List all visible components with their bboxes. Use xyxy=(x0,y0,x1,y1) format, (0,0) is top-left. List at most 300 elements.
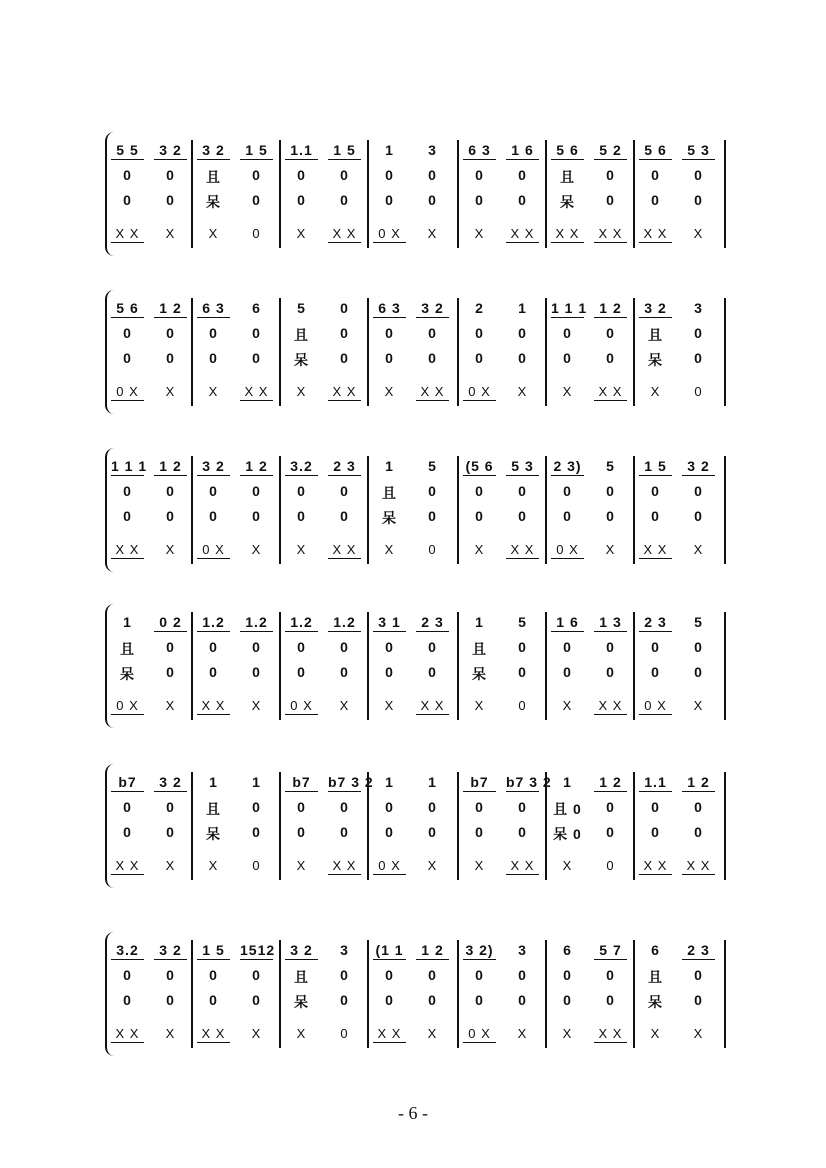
percussion-row xyxy=(105,698,725,720)
note-cell: 0 xyxy=(694,508,703,524)
part-b-row xyxy=(105,824,725,846)
note-cell: 且 xyxy=(206,169,221,185)
note-cell: 0 xyxy=(428,967,437,983)
note-cell: 0 xyxy=(340,1026,349,1041)
note-cell: X X xyxy=(111,858,144,875)
note-cell: 1 xyxy=(385,458,394,474)
note-cell: 0 xyxy=(166,639,175,655)
note-cell: 呆 xyxy=(472,666,487,682)
note-cell: 0 xyxy=(123,325,132,341)
note-cell: 0 xyxy=(166,967,175,983)
note-cell: X xyxy=(474,698,485,713)
note-cell: 0 xyxy=(385,799,394,815)
note-cell: 0 xyxy=(252,483,261,499)
note-cell: X xyxy=(562,858,573,873)
note-cell: 0 xyxy=(563,664,572,680)
note-cell: 2 3 xyxy=(416,614,449,632)
note-cell: X xyxy=(208,384,219,399)
note-cell: 0 xyxy=(385,639,394,655)
part-b-row xyxy=(105,508,725,530)
note-cell: X xyxy=(251,1026,262,1041)
note-cell: 1 2 xyxy=(594,774,627,792)
note-cell: 且 xyxy=(382,485,397,501)
note-cell: 0 xyxy=(123,192,132,208)
note-cell: X X xyxy=(594,1026,627,1043)
note-cell: 0 xyxy=(252,858,261,873)
note-cell: 呆 xyxy=(382,510,397,526)
note-cell: 1 xyxy=(428,774,437,790)
note-cell: 0 xyxy=(563,992,572,1008)
note-cell: 0 xyxy=(297,664,306,680)
note-cell: 0 xyxy=(475,992,484,1008)
note-cell: 0 xyxy=(166,992,175,1008)
note-cell: 0 xyxy=(606,799,615,815)
note-cell: 0 xyxy=(651,824,660,840)
note-cell: 0 xyxy=(651,799,660,815)
note-cell: X xyxy=(693,226,704,241)
note-cell: 0 xyxy=(428,664,437,680)
note-cell: X xyxy=(165,1026,176,1041)
note-cell: 1 2 xyxy=(154,458,187,476)
note-cell: 0 xyxy=(694,992,703,1008)
note-cell: 0 xyxy=(340,350,349,366)
note-cell: 0 xyxy=(166,508,175,524)
note-cell: 0 xyxy=(606,192,615,208)
percussion-row xyxy=(105,858,725,880)
note-cell: 0 xyxy=(252,799,261,815)
note-cell: X X xyxy=(682,858,715,875)
note-cell: 呆 xyxy=(648,994,663,1010)
note-cell: 0 X xyxy=(197,542,230,559)
note-cell: X xyxy=(384,698,395,713)
note-cell: b7 3 2 xyxy=(328,774,374,790)
note-cell: 3 2 xyxy=(639,300,672,318)
part-a-row xyxy=(105,799,725,821)
note-cell: 0 xyxy=(297,639,306,655)
note-cell: 0 xyxy=(518,824,527,840)
note-cell: 0 X xyxy=(639,698,672,715)
note-cell: 0 xyxy=(166,483,175,499)
note-cell: 0 xyxy=(123,992,132,1008)
note-cell: 0 X xyxy=(373,226,406,243)
note-cell: 3.2 xyxy=(285,458,318,476)
part-b-row xyxy=(105,664,725,686)
note-cell: 1 5 xyxy=(197,942,230,960)
page-number: - 6 - xyxy=(398,1103,428,1123)
note-cell: 且 xyxy=(206,801,221,817)
note-cell: 0 xyxy=(123,824,132,840)
note-cell: 且 0 xyxy=(553,801,582,817)
note-cell: 呆 xyxy=(294,352,309,368)
note-cell: 0 xyxy=(385,967,394,983)
part-a-row xyxy=(105,167,725,189)
note-cell: 0 xyxy=(297,799,306,815)
percussion-row xyxy=(105,226,725,248)
note-cell: 1 2 xyxy=(416,942,449,960)
note-cell: 0 xyxy=(428,992,437,1008)
note-cell: 2 3 xyxy=(682,942,715,960)
note-cell: b7 xyxy=(111,774,144,792)
note-cell: 0 xyxy=(166,192,175,208)
note-cell: 0 xyxy=(694,967,703,983)
note-cell: 0 xyxy=(252,664,261,680)
note-cell: 1 1 1 xyxy=(111,458,148,474)
note-cell: 3 2) xyxy=(463,942,496,960)
note-cell: 0 xyxy=(385,167,394,183)
note-cell: 5 xyxy=(694,614,703,630)
note-cell: 5 6 xyxy=(551,142,584,160)
note-cell: 0 xyxy=(694,664,703,680)
note-cell: X X xyxy=(506,858,539,875)
note-cell: 1512 xyxy=(240,942,276,958)
note-cell: 3 2 xyxy=(154,942,187,960)
note-cell: X xyxy=(296,542,307,557)
note-cell: X X xyxy=(639,858,672,875)
note-cell: X xyxy=(296,226,307,241)
note-cell: 1 3 xyxy=(594,614,627,632)
note-cell: 呆 xyxy=(206,826,221,842)
note-cell: X xyxy=(165,698,176,713)
note-cell: 5 7 xyxy=(594,942,627,960)
note-cell: 0 X xyxy=(551,542,584,559)
note-cell: 0 xyxy=(252,967,261,983)
note-cell: 0 xyxy=(606,508,615,524)
note-cell: 0 xyxy=(606,325,615,341)
note-cell: 3 2 xyxy=(154,774,187,792)
note-cell: 0 xyxy=(428,824,437,840)
note-cell: 0 xyxy=(694,483,703,499)
note-cell: 1 2 xyxy=(240,458,273,476)
score-system xyxy=(105,298,725,418)
note-cell: 0 xyxy=(340,483,349,499)
note-cell: 0 xyxy=(340,799,349,815)
note-cell: X X xyxy=(416,698,449,715)
note-cell: 0 xyxy=(518,639,527,655)
note-cell: X xyxy=(517,1026,528,1041)
note-cell: 5 6 xyxy=(111,300,144,318)
note-cell: 0 xyxy=(209,350,218,366)
note-cell: 0 xyxy=(563,325,572,341)
note-cell: 且 xyxy=(294,327,309,343)
note-cell: X xyxy=(427,1026,438,1041)
note-cell: 1.2 xyxy=(197,614,230,632)
note-cell: 0 xyxy=(166,325,175,341)
note-cell: 0 xyxy=(651,483,660,499)
note-cell: 1 5 xyxy=(240,142,273,160)
note-cell: 1 xyxy=(475,614,484,630)
note-cell: X xyxy=(474,542,485,557)
note-cell: X xyxy=(339,698,350,713)
melody-row xyxy=(105,142,725,164)
note-cell: X X xyxy=(111,226,144,243)
note-cell: 3 2 xyxy=(285,942,318,960)
part-b-row xyxy=(105,192,725,214)
note-cell: X X xyxy=(111,1026,144,1043)
note-cell: 0 xyxy=(340,967,349,983)
part-a-row xyxy=(105,483,725,505)
note-cell: 0 xyxy=(166,167,175,183)
note-cell: X X xyxy=(594,384,627,401)
note-cell: 0 xyxy=(606,858,615,873)
note-cell: X xyxy=(562,384,573,399)
note-cell: 0 xyxy=(297,824,306,840)
note-cell: 0 xyxy=(563,639,572,655)
note-cell: 0 xyxy=(518,967,527,983)
note-cell: X xyxy=(650,384,661,399)
part-a-row xyxy=(105,967,725,989)
note-cell: 且 xyxy=(648,969,663,985)
note-cell: 1 xyxy=(563,774,572,790)
note-cell: 0 xyxy=(385,992,394,1008)
note-cell: X X xyxy=(373,1026,406,1043)
note-cell: X X xyxy=(328,542,361,559)
note-cell: 0 xyxy=(518,508,527,524)
note-cell: 0 xyxy=(252,167,261,183)
note-cell: 0 xyxy=(428,483,437,499)
note-cell: X xyxy=(165,542,176,557)
note-cell: 0 xyxy=(340,300,349,316)
note-cell: 3 xyxy=(428,142,437,158)
note-cell: 0 xyxy=(385,664,394,680)
note-cell: 0 X xyxy=(463,1026,496,1043)
percussion-row xyxy=(105,1026,725,1048)
note-cell: 0 xyxy=(252,639,261,655)
note-cell: 1.2 xyxy=(328,614,361,632)
note-cell: X xyxy=(251,698,262,713)
note-cell: 3 xyxy=(694,300,703,316)
note-cell: X X xyxy=(506,226,539,243)
note-cell: 0 xyxy=(606,992,615,1008)
note-cell: 0 xyxy=(252,325,261,341)
note-cell: X xyxy=(384,542,395,557)
note-cell: X xyxy=(427,858,438,873)
note-cell: 1 xyxy=(385,142,394,158)
note-cell: 呆 xyxy=(120,666,135,682)
note-cell: 0 xyxy=(340,664,349,680)
note-cell: X X xyxy=(197,1026,230,1043)
note-cell: 0 xyxy=(428,639,437,655)
note-cell: 6 xyxy=(651,942,660,958)
melody-row xyxy=(105,774,725,796)
note-cell: X xyxy=(474,226,485,241)
note-cell: 0 xyxy=(475,508,484,524)
note-cell: X X xyxy=(240,384,273,401)
note-cell: 2 3 xyxy=(639,614,672,632)
note-cell: X xyxy=(384,384,395,399)
score-system xyxy=(105,940,725,1060)
note-cell: X xyxy=(693,1026,704,1041)
note-cell: 1 5 xyxy=(328,142,361,160)
percussion-row xyxy=(105,384,725,406)
note-cell: 0 xyxy=(651,508,660,524)
note-cell: 0 xyxy=(428,799,437,815)
note-cell: X xyxy=(562,1026,573,1041)
note-cell: 呆 xyxy=(206,194,221,210)
note-cell: 0 xyxy=(475,483,484,499)
note-cell: 0 xyxy=(297,483,306,499)
note-cell: b7 xyxy=(285,774,318,792)
note-cell: 1 5 xyxy=(639,458,672,476)
note-cell: 2 3) xyxy=(551,458,584,476)
note-cell: X xyxy=(517,384,528,399)
melody-row xyxy=(105,300,725,322)
note-cell: 0 xyxy=(694,384,703,399)
note-cell: 0 2 xyxy=(154,614,187,632)
note-cell: 0 xyxy=(563,483,572,499)
note-cell: 0 xyxy=(340,192,349,208)
percussion-row xyxy=(105,542,725,564)
note-cell: 3 2 xyxy=(197,458,230,476)
note-cell: X xyxy=(693,698,704,713)
note-cell: 0 xyxy=(606,967,615,983)
note-cell: 5 5 xyxy=(111,142,144,160)
note-cell: X X xyxy=(111,542,144,559)
note-cell: 0 xyxy=(475,799,484,815)
note-cell: 0 X xyxy=(463,384,496,401)
note-cell: X xyxy=(296,858,307,873)
note-cell: X xyxy=(165,858,176,873)
note-cell: 0 xyxy=(209,664,218,680)
note-cell: 1 xyxy=(385,774,394,790)
note-cell: 且 xyxy=(120,641,135,657)
score-system xyxy=(105,772,725,892)
note-cell: 0 xyxy=(252,992,261,1008)
note-cell: X xyxy=(562,698,573,713)
note-cell: 0 xyxy=(340,508,349,524)
note-cell: 0 xyxy=(606,664,615,680)
note-cell: 0 X xyxy=(111,384,144,401)
part-a-row xyxy=(105,639,725,661)
note-cell: 5 3 xyxy=(506,458,539,476)
note-cell: 0 xyxy=(518,698,527,713)
note-cell: (5 6 xyxy=(463,458,496,476)
note-cell: 0 xyxy=(297,508,306,524)
note-cell: X xyxy=(605,542,616,557)
note-cell: X X xyxy=(328,384,361,401)
note-cell: 0 X xyxy=(373,858,406,875)
note-cell: 3 1 xyxy=(373,614,406,632)
note-cell: X xyxy=(165,384,176,399)
part-a-row xyxy=(105,325,725,347)
note-cell: 0 xyxy=(475,824,484,840)
note-cell: 5 xyxy=(606,458,615,474)
note-cell: X X xyxy=(551,226,584,243)
note-cell: 0 xyxy=(606,350,615,366)
note-cell: 2 xyxy=(475,300,484,316)
note-cell: 0 xyxy=(475,192,484,208)
note-cell: 0 xyxy=(209,483,218,499)
note-cell: 0 xyxy=(475,350,484,366)
note-cell: X X xyxy=(328,226,361,243)
note-cell: 0 xyxy=(340,167,349,183)
note-cell: 0 xyxy=(428,542,437,557)
part-b-row xyxy=(105,992,725,1014)
part-b-row xyxy=(105,350,725,372)
note-cell: X X xyxy=(416,384,449,401)
note-cell: 0 xyxy=(428,325,437,341)
note-cell: 0 xyxy=(428,350,437,366)
note-cell: 0 xyxy=(518,664,527,680)
note-cell: 0 xyxy=(123,483,132,499)
note-cell: X X xyxy=(506,542,539,559)
note-cell: 且 xyxy=(472,641,487,657)
note-cell: 呆 xyxy=(648,352,663,368)
note-cell: 0 xyxy=(518,799,527,815)
melody-row xyxy=(105,458,725,480)
note-cell: 3 xyxy=(518,942,527,958)
note-cell: 0 xyxy=(340,639,349,655)
note-cell: 0 xyxy=(209,992,218,1008)
note-cell: 0 xyxy=(385,824,394,840)
note-cell: 0 xyxy=(518,483,527,499)
note-cell: 0 xyxy=(651,664,660,680)
note-cell: 0 xyxy=(385,325,394,341)
note-cell: 6 xyxy=(252,300,261,316)
note-cell: 1 2 xyxy=(682,774,715,792)
note-cell: b7 3 2 xyxy=(506,774,552,790)
note-cell: X xyxy=(208,226,219,241)
note-cell: 0 xyxy=(252,508,261,524)
note-cell: 1 xyxy=(123,614,132,630)
note-cell: 0 xyxy=(428,508,437,524)
note-cell: 6 xyxy=(563,942,572,958)
note-cell: 0 xyxy=(563,967,572,983)
note-cell: X X xyxy=(639,542,672,559)
note-cell: 0 xyxy=(694,325,703,341)
note-cell: 0 xyxy=(651,639,660,655)
note-cell: 2 3 xyxy=(328,458,361,476)
note-cell: 0 xyxy=(166,824,175,840)
note-cell: X X xyxy=(594,226,627,243)
note-cell: 0 xyxy=(694,350,703,366)
note-cell: 且 xyxy=(560,169,575,185)
note-cell: 1 1 1 xyxy=(551,300,588,316)
note-cell: X xyxy=(251,542,262,557)
note-cell: 1 2 xyxy=(154,300,187,318)
note-cell: 0 xyxy=(428,167,437,183)
note-cell: 1 2 xyxy=(594,300,627,318)
note-cell: 0 xyxy=(518,167,527,183)
note-cell: (1 1 xyxy=(373,942,406,960)
note-cell: 1.1 xyxy=(639,774,672,792)
note-cell: 0 xyxy=(518,325,527,341)
note-cell: 0 xyxy=(694,167,703,183)
note-cell: 0 xyxy=(209,325,218,341)
note-cell: X xyxy=(296,384,307,399)
note-cell: 0 xyxy=(518,992,527,1008)
note-cell: 0 xyxy=(123,967,132,983)
note-cell: 且 xyxy=(294,969,309,985)
note-cell: X xyxy=(693,542,704,557)
score-system xyxy=(105,612,725,732)
note-cell: 5 xyxy=(428,458,437,474)
note-cell: X xyxy=(208,858,219,873)
note-cell: 0 xyxy=(166,799,175,815)
note-cell: 0 xyxy=(123,799,132,815)
note-cell: 1.2 xyxy=(240,614,273,632)
note-cell: 0 xyxy=(475,967,484,983)
note-cell: 0 xyxy=(563,508,572,524)
note-cell: 6 3 xyxy=(463,142,496,160)
note-cell: 0 xyxy=(209,639,218,655)
note-cell: 0 xyxy=(123,350,132,366)
note-cell: 0 xyxy=(297,192,306,208)
note-cell: 6 3 xyxy=(197,300,230,318)
note-cell: 3.2 xyxy=(111,942,144,960)
note-cell: 0 xyxy=(606,483,615,499)
note-cell: 5 xyxy=(297,300,306,316)
note-cell: 0 xyxy=(209,508,218,524)
